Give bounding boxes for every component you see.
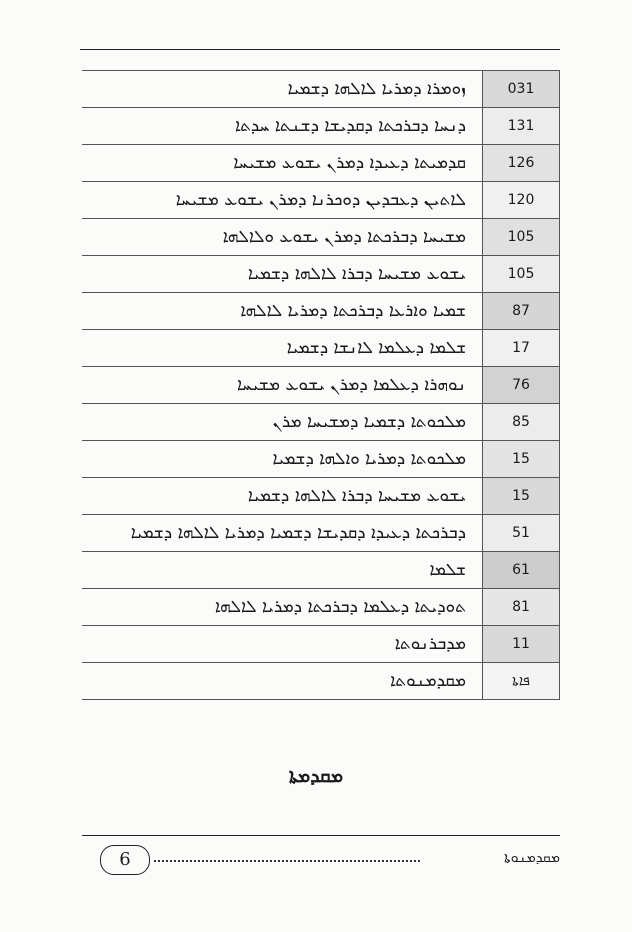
toc-entry-page: 11 <box>483 626 560 663</box>
toc-entry-page: 81 <box>483 589 560 626</box>
toc-entry-title: ܝܫܘܥ ܡܫܝܚܐ ܕܒܪܐ ܠܐܠܗܐ ܕܫܡܝܐ <box>82 256 483 293</box>
page-number: 6 <box>100 845 150 875</box>
toc-entry-title: ܫܠܡܐ <box>82 552 483 589</box>
toc-entry-title: ܙܘܡܪܐ ܕܡܪܝܐ ܠܐܠܗܐ ܕܫܡܝܐ <box>82 71 483 108</box>
toc-entry-page: 15 <box>483 478 560 515</box>
toc-entry-title: ܢܘܗܪܐ ܕܥܠܡܐ ܕܡܪܢ ܝܫܘܥ ܡܫܝܚܐ <box>82 367 483 404</box>
toc-row <box>82 330 560 367</box>
toc-entry-page: ܦܐܬܐ <box>483 663 560 700</box>
table-of-contents <box>82 70 560 700</box>
toc-entry-page: 61 <box>483 552 560 589</box>
toc-entry-title: ܡܫܝܚܐ ܕܒܪܟܬܐ ܕܡܪܢ ܝܫܘܥ ܘܠܐܠܗܐ <box>82 219 483 256</box>
toc-row <box>82 515 560 552</box>
toc-entry-title: ܡܩܕܡܢܘܬܐ <box>82 663 483 700</box>
toc-entry-title: ܫܠܡܐ ܕܥܠܡܐ ܠܐܢܫܐ ܕܫܡܝܐ <box>82 330 483 367</box>
toc-row <box>82 182 560 219</box>
toc-entry-title: ܠܐܬܝܢ ܕܥܒܕܝܢ ܕܘܟܪܢܐ ܕܡܪܢ ܝܫܘܥ ܡܫܝܚܐ <box>82 182 483 219</box>
toc-entry-page: 105 <box>483 256 560 293</box>
toc-entry-page: 15 <box>483 441 560 478</box>
toc-row <box>82 293 560 330</box>
section-heading: ܡܩܕܡܬܐ <box>288 765 344 787</box>
toc-row <box>82 71 560 108</box>
toc-entry-page: 131 <box>483 108 560 145</box>
toc-entry-page: 126 <box>483 145 560 182</box>
toc-entry-title: ܕܢܚܐ ܕܒܪܟܬܐ ܕܩܕܝܫܐ ܕܫܢܬܐ ܚܕܬܐ <box>82 108 483 145</box>
toc-row <box>82 404 560 441</box>
toc-entry-title: ܝܫܘܥ ܡܫܝܚܐ ܕܒܪܐ ܠܐܠܗܐ ܕܫܡܝܐ <box>82 478 483 515</box>
toc-entry-page: 85 <box>483 404 560 441</box>
toc-entry-page: 120 <box>483 182 560 219</box>
toc-entry-title: ܡܕܒܪܢܘܬܐ <box>82 626 483 663</box>
toc-row <box>82 219 560 256</box>
toc-entry-page: 17 <box>483 330 560 367</box>
toc-entry-page: 031 <box>483 71 560 108</box>
toc-entry-title: ܬܘܕܝܬܐ ܕܥܠܡܐ ܕܒܪܟܬܐ ܕܡܪܝܐ ܠܐܠܗܐ <box>82 589 483 626</box>
toc-row <box>82 108 560 145</box>
footer-running-title: ܡܩܕܡܢܘܬܐ <box>504 850 560 866</box>
toc-row <box>82 256 560 293</box>
toc-row <box>82 626 560 663</box>
toc-entry-title: ܕܒܪܟܬܐ ܕܥܝܕܐ ܕܩܕܝܫܐ ܕܫܡܝܐ ܕܡܪܝܐ ܠܐܠܗܐ ܕܫܡܝܐ <box>82 515 483 552</box>
top-rule <box>80 49 560 50</box>
toc-entry-page: 76 <box>483 367 560 404</box>
toc-row <box>82 367 560 404</box>
toc-row <box>82 552 560 589</box>
toc-entry-page: 87 <box>483 293 560 330</box>
toc-row <box>82 663 560 700</box>
toc-row <box>82 478 560 515</box>
toc-entry-page: 51 <box>483 515 560 552</box>
toc-entry-title: ܡܠܟܘܬܐ ܕܡܪܝܐ ܘܐܠܗܐ ܕܫܡܝܐ <box>82 441 483 478</box>
toc-entry-title: ܫܡܝܐ ܘܐܪܥܐ ܕܒܪܟܬܐ ܕܡܪܝܐ ܠܐܠܗܐ <box>82 293 483 330</box>
bottom-rule <box>82 835 560 836</box>
toc-row <box>82 145 560 182</box>
toc-entry-page: 105 <box>483 219 560 256</box>
toc-row <box>82 441 560 478</box>
toc-row <box>82 589 560 626</box>
toc-entry-title: ܡܠܟܘܬܐ ܕܫܡܝܐ ܕܡܫܝܚܐ ܡܪܢ <box>82 404 483 441</box>
footer-dot-leader <box>154 860 420 862</box>
toc-entry-title: ܩܕܡܝܬܐ ܕܥܝܕܐ ܕܡܪܢ ܝܫܘܥ ܡܫܝܚܐ <box>82 145 483 182</box>
toc-body <box>82 71 560 700</box>
page-footer <box>82 845 560 875</box>
